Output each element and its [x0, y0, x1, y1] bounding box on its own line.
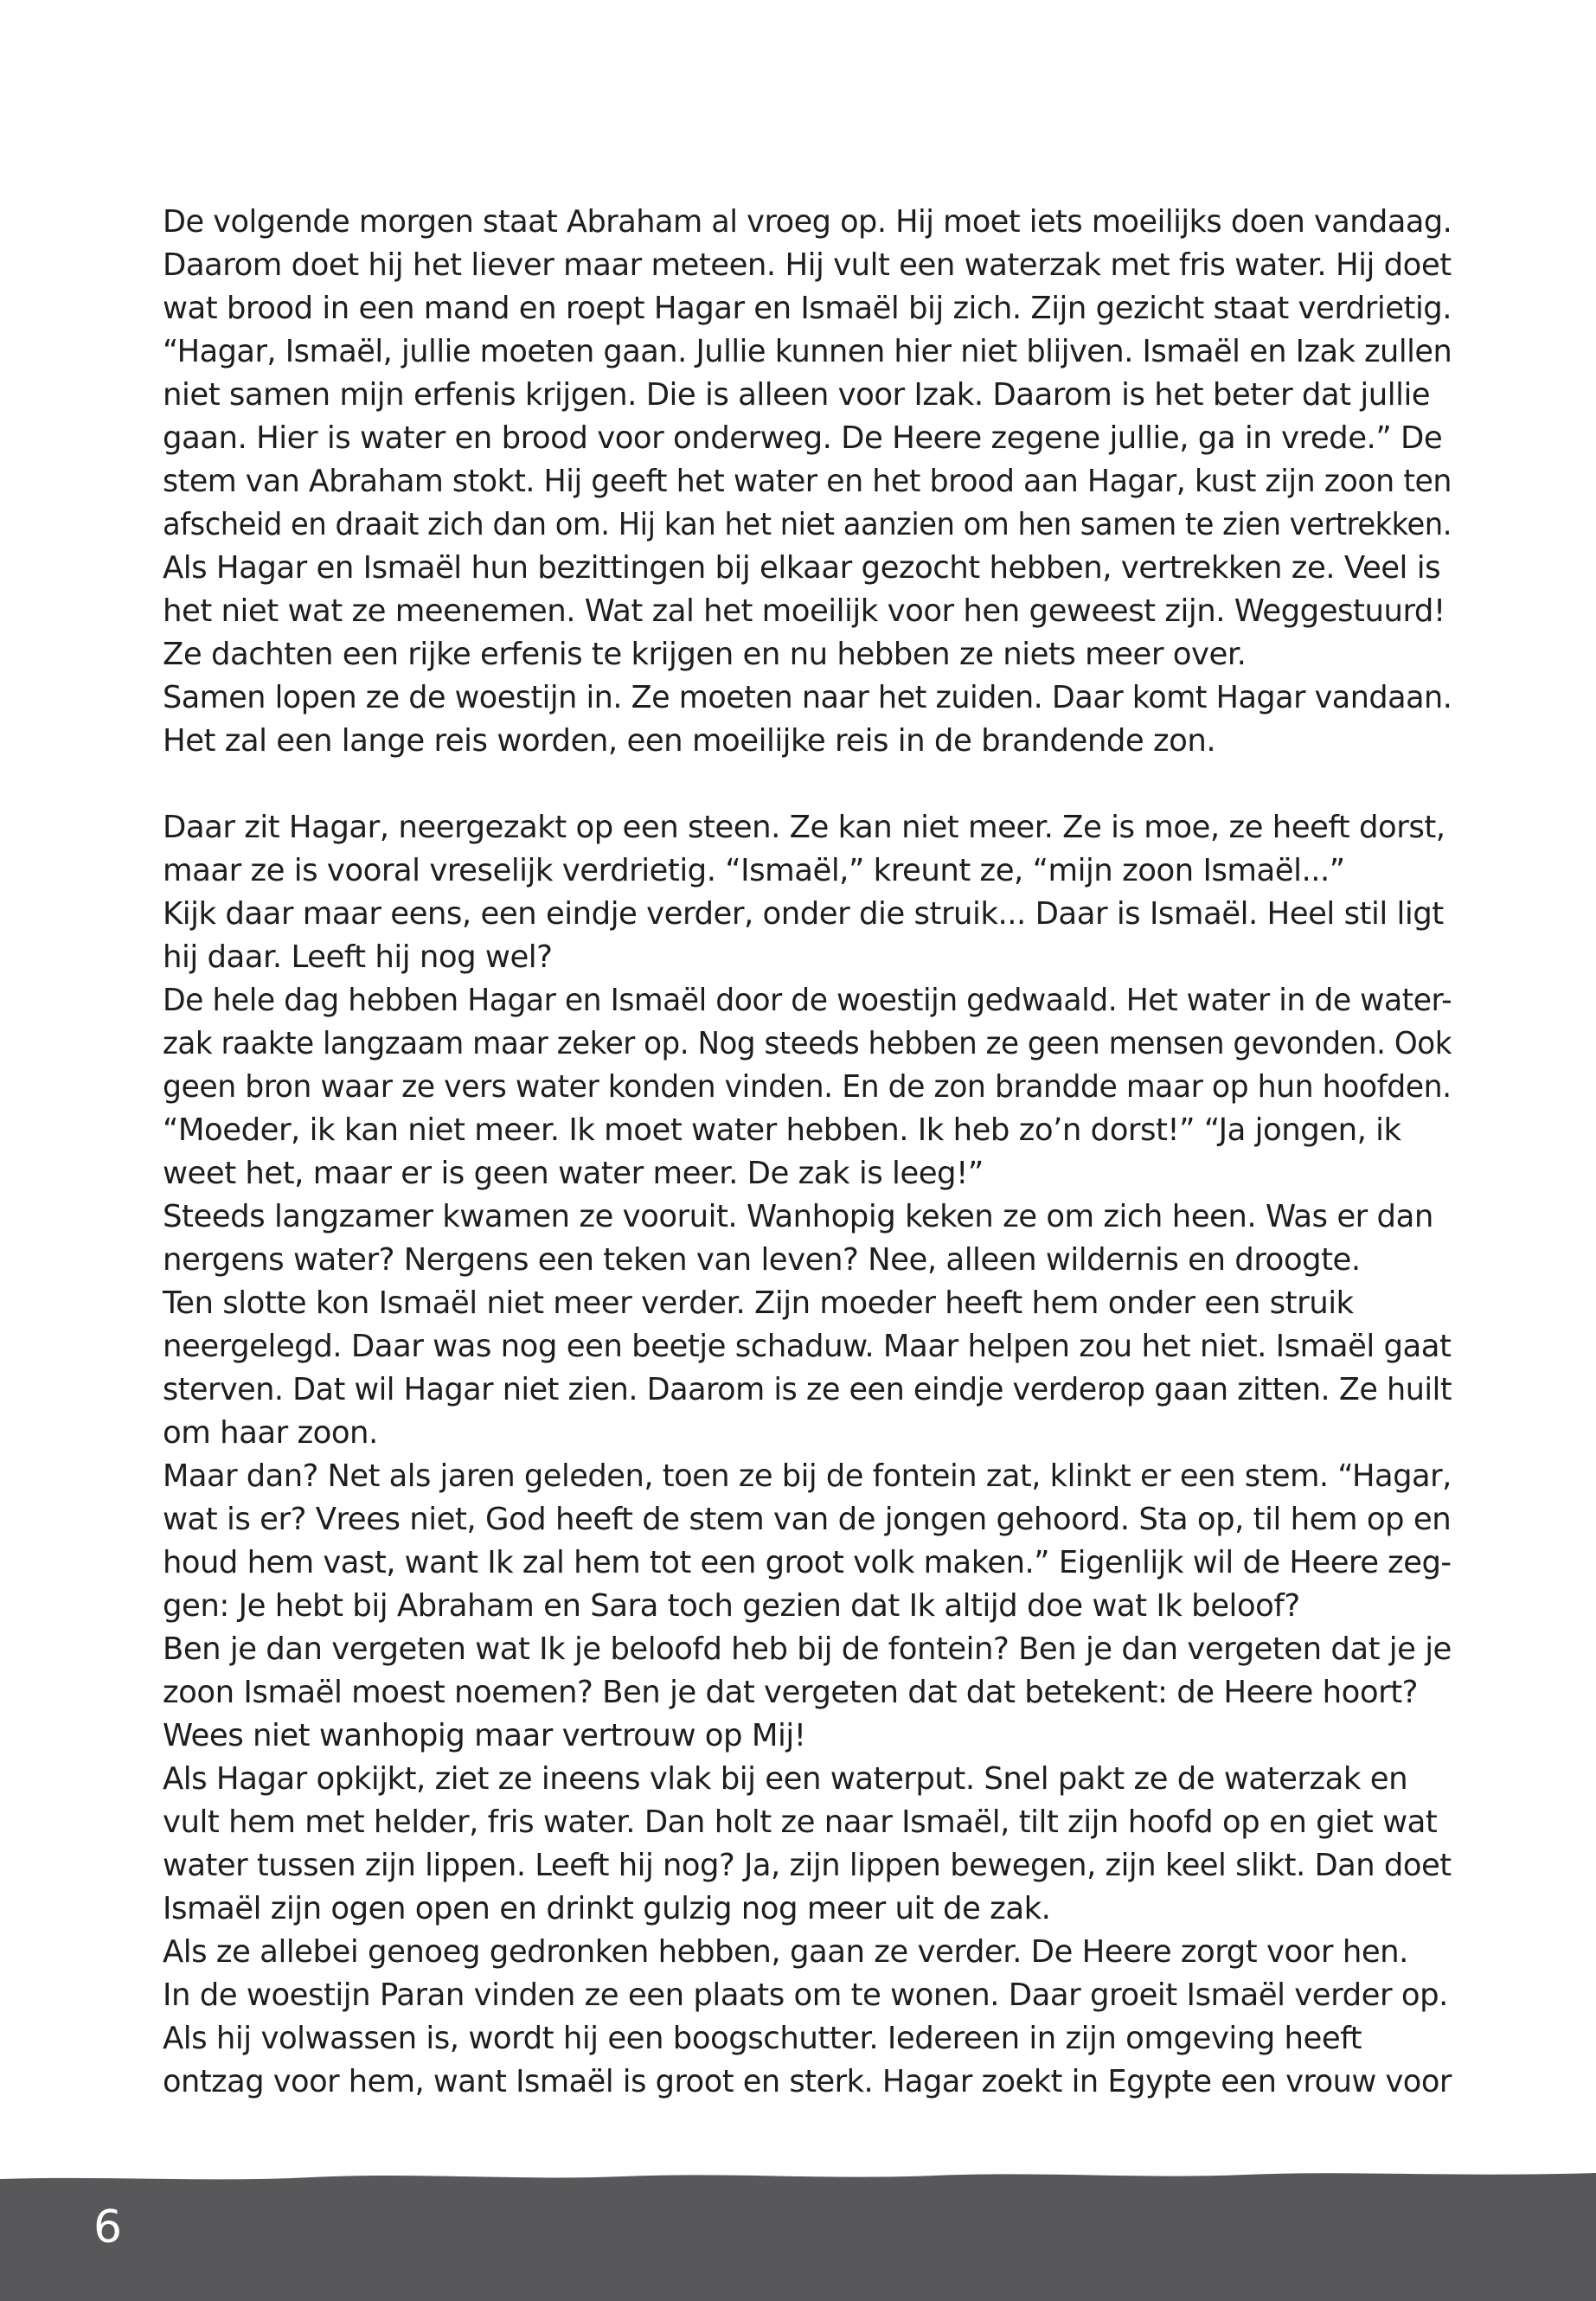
text-line: Ten slotte kon Ismaël niet meer verder. Zijn moeder heeft hem onder een struik: [163, 1285, 1354, 1321]
text-line: afscheid en draait zich dan om. Hij kan het niet aanzien om hen samen te zien vertrekken.: [163, 507, 1452, 542]
text-line: Ze dachten een rijke erfenis te krijgen en nu hebben ze niets meer over.: [163, 637, 1247, 672]
text-line: stem van Abraham stokt. Hij geeft het water en het brood aan Hagar, kust zijn zoon ten: [163, 464, 1452, 499]
footer-band-shape: [0, 2158, 1596, 2301]
text-line: In de woestijn Paran vinden ze een plaats om te wonen. Daar groeit Ismaël verder op.: [163, 1977, 1448, 2013]
text-line: zoon Ismaël moest noemen? Ben je dat vergeten dat dat betekent: de Heere hoort?: [163, 1675, 1418, 1710]
text-line: water tussen zijn lippen. Leeft hij nog? Ja, zijn lippen bewegen, zijn keel slikt. Dan doet: [163, 1848, 1452, 1883]
footer-band-fill: [0, 2173, 1596, 2301]
text-line: “Hagar, Ismaël, jullie moeten gaan. Jullie kunnen hier niet blijven. Ismaël en Izak zullen: [163, 334, 1452, 369]
text-line: Als Hagar en Ismaël hun bezittingen bij elkaar gezocht hebben, vertrekken ze. Veel is: [163, 550, 1441, 586]
text-line: Daar zit Hagar, neergezakt op een steen. Ze kan niet meer. Ze is moe, ze heeft dorst,: [163, 810, 1445, 845]
text-line: De hele dag hebben Hagar en Ismaël door de woestijn gedwaald. Het water in de water-: [163, 983, 1452, 1018]
text-line: Als Hagar opkijkt, ziet ze ineens vlak bij een waterput. Snel pakt ze de waterzak en: [163, 1761, 1408, 1797]
text-line: Maar dan? Net als jaren geleden, toen ze bij de fontein zat, klinkt er een stem. “Hagar,: [163, 1458, 1452, 1494]
page-body: [163, 201, 1452, 2104]
paragraph: [163, 201, 1452, 763]
text-line: sterven. Dat wil Hagar niet zien. Daarom is ze een eindje verderop gaan zitten. Ze huilt: [163, 1372, 1452, 1407]
paragraph: [163, 806, 1452, 2104]
text-line: nergens water? Nergens een teken van leven? Nee, alleen wildernis en droogte.: [163, 1242, 1361, 1278]
text-line: Ben je dan vergeten wat Ik je beloofd heb bij de fontein? Ben je dan vergeten dat je je: [163, 1631, 1452, 1667]
text-line: hij daar. Leeft hij nog wel?: [163, 939, 553, 975]
text-line: gen: Je hebt bij Abraham en Sara toch gezien dat Ik altijd doe wat Ik beloof?: [163, 1588, 1300, 1624]
footer-band: [0, 2158, 1596, 2301]
text-line: Daarom doet hij het liever maar meteen. Hij vult een waterzak met fris water. Hij doet: [163, 247, 1452, 283]
text-line: wat brood in een mand en roept Hagar en Ismaël bij zich. Zijn gezicht staat verdrietig.: [163, 291, 1452, 326]
text-line: Samen lopen ze de woestijn in. Ze moeten naar het zuiden. Daar komt Hagar vandaan.: [163, 680, 1452, 715]
text-line: neergelegd. Daar was nog een beetje schaduw. Maar helpen zou het niet. Ismaël gaat: [163, 1329, 1452, 1364]
text-line: vult hem met helder, fris water. Dan holt ze naar Ismaël, tilt zijn hoofd op en giet wat: [163, 1804, 1438, 1840]
text-line: Als hij volwassen is, wordt hij een boogschutter. Iedereen in zijn omgeving heeft: [163, 2021, 1362, 2056]
text-line: niet samen mijn erfenis krijgen. Die is alleen voor Izak. Daarom is het beter dat jullie: [163, 377, 1431, 413]
text-line: weet het, maar er is geen water meer. De zak is leeg!”: [163, 1156, 984, 1191]
text-line: geen bron waar ze vers water konden vinden. En de zon brandde maar op hun hoofden.: [163, 1069, 1452, 1105]
text-line: De volgende morgen staat Abraham al vroeg op. Hij moet iets moeilijks doen vandaag.: [163, 204, 1452, 240]
text-line: maar ze is vooral vreselijk verdrietig. “Ismaël,” kreunt ze, “mijn zoon Ismaël...”: [163, 853, 1345, 888]
text-line: Ismaël zijn ogen open en drinkt gulzig nog meer uit de zak.: [163, 1891, 1051, 1926]
text-line: “Moeder, ik kan niet meer. Ik moet water hebben. Ik heb zo’n dorst!” “Ja jongen, ik: [163, 1112, 1401, 1148]
text-line: Kijk daar maar eens, een eindje verder, onder die struik... Daar is Ismaël. Heel stil ligt: [163, 896, 1444, 932]
text-line: zak raakte langzaam maar zeker op. Nog steeds hebben ze geen mensen gevonden. Ook: [163, 1026, 1452, 1061]
text-line: Wees niet wanhopig maar vertrouw op Mij!: [163, 1718, 806, 1753]
text-line: Het zal een lange reis worden, een moeilijke reis in de brandende zon.: [163, 723, 1216, 759]
text-line: om haar zoon.: [163, 1415, 378, 1451]
text-line: Als ze allebei genoeg gedronken hebben, gaan ze verder. De Heere zorgt voor hen.: [163, 1934, 1408, 1970]
text-line: Steeds langzamer kwamen ze vooruit. Wanhopig keken ze om zich heen. Was er dan: [163, 1199, 1433, 1234]
text-line: ontzag voor hem, want Ismaël is groot en sterk. Hagar zoekt in Egypte een vrouw voor: [163, 2064, 1452, 2099]
page-number: 6: [93, 2202, 123, 2253]
text-line: het niet wat ze meenemen. Wat zal het moeilijk voor hen geweest zijn. Weggestuurd!: [163, 593, 1445, 629]
text-line: wat is er? Vrees niet, God heeft de stem van de jongen gehoord. Sta op, til hem op en: [163, 1502, 1452, 1537]
text-line: gaan. Hier is water en brood voor onderweg. De Heere zegene jullie, ga in vrede.” De: [163, 420, 1443, 456]
text-line: houd hem vast, want Ik zal hem tot een groot volk maken.” Eigenlijk wil de Heere zeg-: [163, 1545, 1452, 1580]
